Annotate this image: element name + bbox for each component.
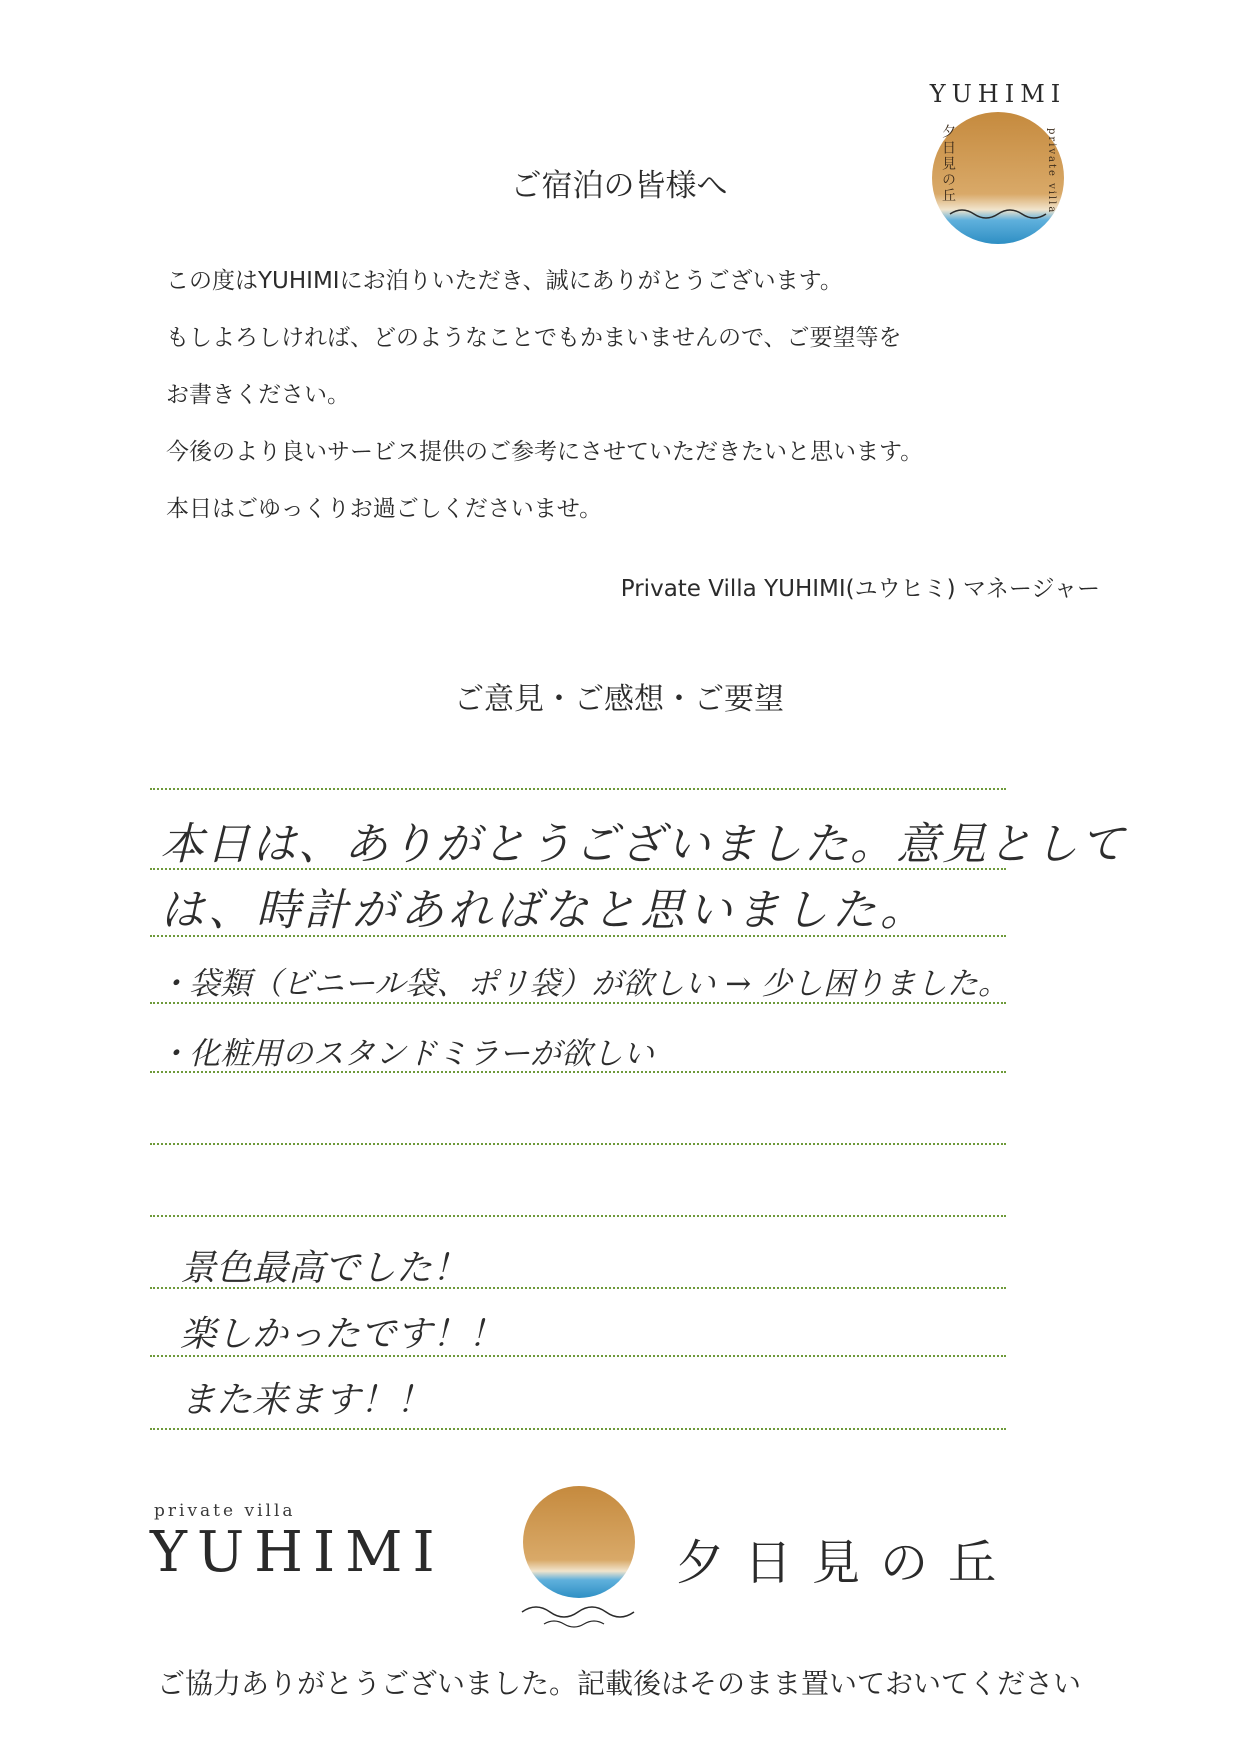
brand-wordmark: YUHIMI [150,1520,445,1585]
handwritten-line: また来ます！！ [180,1380,433,1421]
intro-text [166,262,923,547]
handwritten-line: ・化粧用のスタンドミラーが欲しい [158,1036,654,1072]
logo-english: private villa [1046,128,1057,215]
intro-line: この度はYUHIMIにお泊りいただき、誠にありがとうございます。 [166,268,843,294]
signature: Private Villa YUHIMI(ユウヒミ) マネージャー [620,576,1100,602]
handwritten-line: は、時計があればなと思いました。 [160,885,928,936]
logo-japanese: 夕日見の丘 [940,124,956,204]
sunset-logo-icon [514,1484,644,1634]
brand-japanese: 夕日見の丘 [676,1535,1017,1591]
handwritten-line: 楽しかったです！！ [180,1314,505,1355]
writing-line [150,1428,1006,1430]
intro-line: 今後のより良いサービス提供のご参考にさせていただきたいと思います。 [166,439,924,465]
footer-note: ご協力ありがとうございました。記載後はそのまま置いておいてください [156,1667,1081,1700]
writing-line [150,1215,1006,1217]
logo-wordmark: YUHIMI [929,80,1067,108]
brand-tagline: private villa [154,1501,296,1521]
writing-line [150,1143,1006,1145]
writing-line [150,788,1006,790]
intro-line: もしよろしければ、どのようなことでもかまいませんので、ご要望等を [166,325,902,351]
section-title: ご意見・ご感想・ご要望 [454,682,784,717]
intro-line: お書きください。 [166,382,350,408]
intro-line: 本日はごゆっくりお過ごしくださいませ。 [166,496,603,522]
handwritten-line: 本日は、ありがとうございました。意見として [160,819,1126,870]
handwritten-line: 景色最高でした！ [180,1248,469,1289]
page-title: ご宿泊の皆様へ [510,168,728,204]
handwritten-line: ・袋類（ビニール袋、ポリ袋）が欲しい → 少し困りました。 [158,966,1010,1002]
